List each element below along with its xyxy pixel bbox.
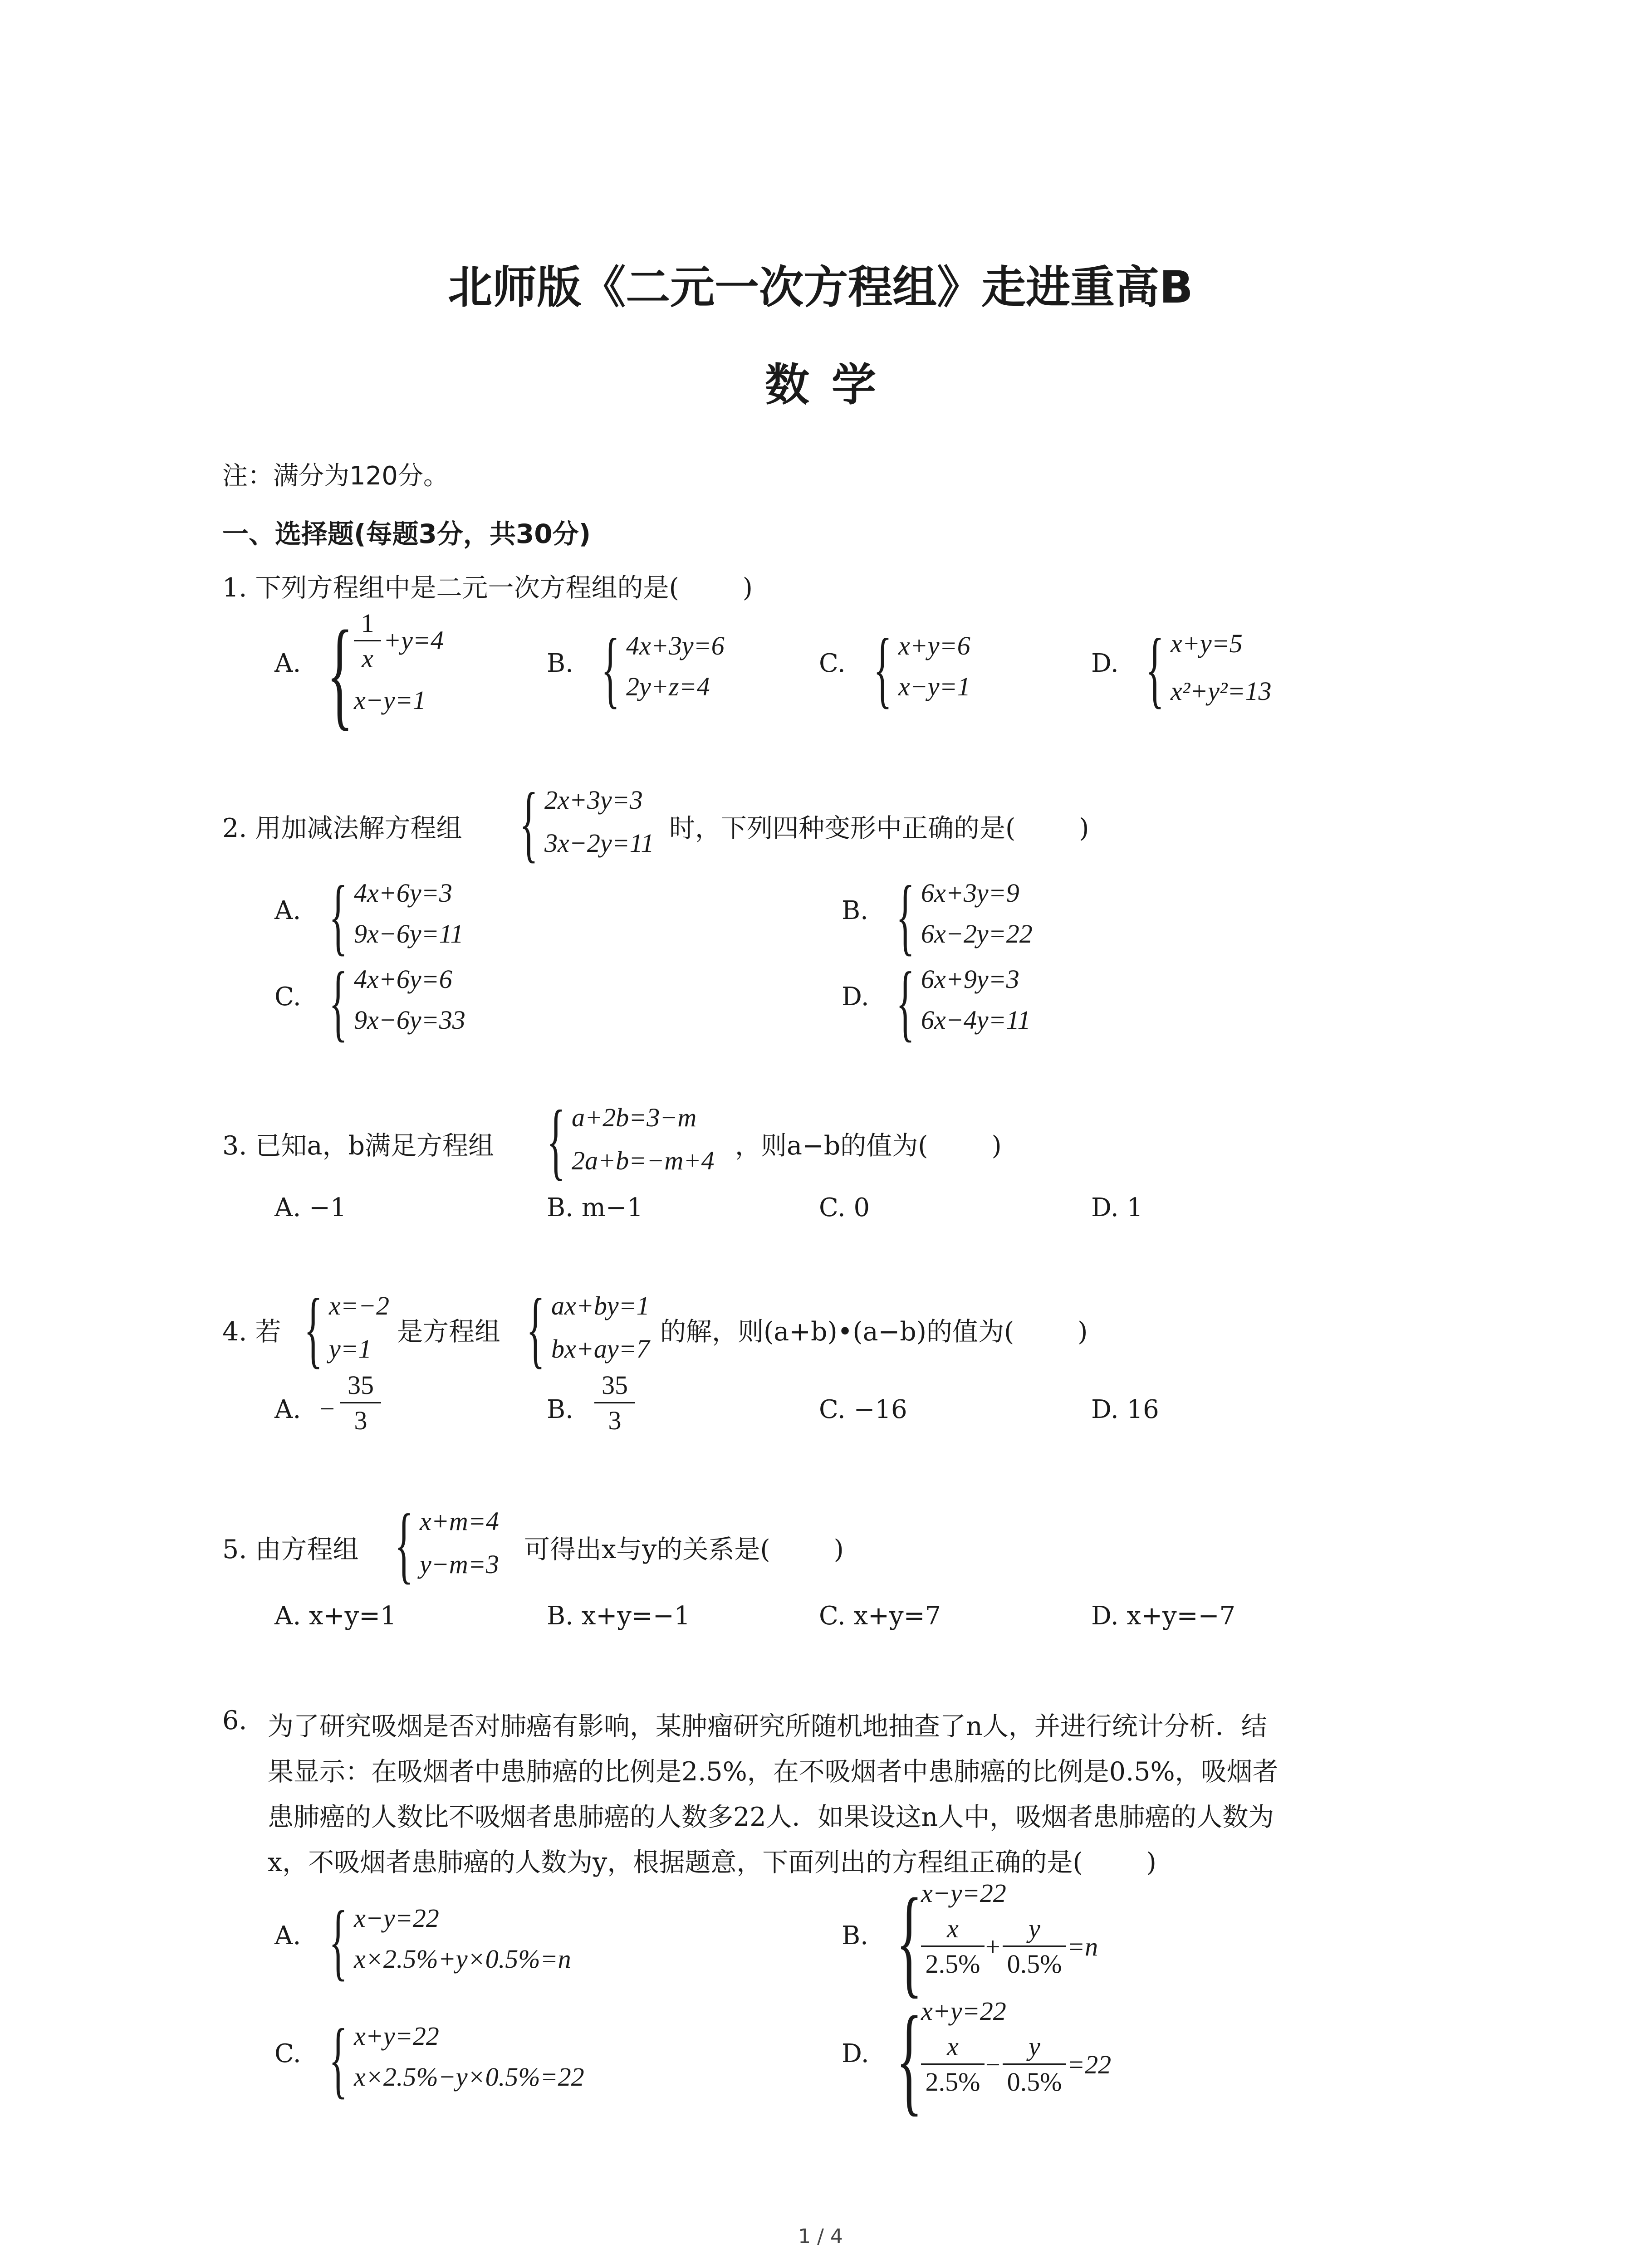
- option-a-fraction: 1 x: [354, 608, 381, 674]
- option-a-eq2: x−y=1: [354, 685, 426, 715]
- option-b-label: B.: [547, 1395, 573, 1424]
- option-b-label: B.: [842, 896, 868, 925]
- brace-icon: {: [896, 1991, 923, 2127]
- option-b-eq1: 4x+3y=6: [626, 631, 725, 660]
- option-a-eq1-rest: +y=4: [383, 626, 444, 655]
- section-heading: 一、选择题(每题3分，共30分): [222, 518, 591, 549]
- option-c: C. −16: [819, 1395, 907, 1424]
- brace-icon: {: [519, 776, 539, 871]
- q4-solution-x: x=−2: [329, 1291, 390, 1320]
- page-number: 1 / 4: [798, 2225, 843, 2248]
- brace-icon: {: [601, 621, 620, 717]
- option-d: D. 1: [1091, 1193, 1143, 1222]
- option-c-eq2: x×2.5%−y×0.5%=22: [354, 2062, 584, 2092]
- brace-icon: {: [395, 1497, 414, 1592]
- option-a-sign: −: [320, 1394, 335, 1423]
- option-c-eq1: x+y=6: [898, 631, 970, 660]
- option-d: D. x+y=−7: [1091, 1601, 1236, 1631]
- brace-icon: {: [329, 955, 348, 1050]
- brace-icon: {: [896, 869, 915, 964]
- option-b-eq1: 6x+3y=9: [921, 878, 1019, 908]
- brace-icon: {: [547, 1093, 566, 1188]
- question-4-stem-c: 的解，则(a+b)•(a−b)的值为( ): [660, 1317, 1088, 1347]
- option-a: A. x+y=1: [274, 1601, 397, 1631]
- q4-solution-y: y=1: [329, 1334, 372, 1364]
- brace-icon: {: [329, 1894, 348, 1989]
- option-d-fraction-2: y 0.5%: [1003, 2031, 1066, 2097]
- option-c-eq1: 4x+6y=6: [354, 964, 452, 994]
- option-b-eq2: 6x−2y=22: [921, 919, 1033, 948]
- question-5-stem-a: 5. 由方程组: [222, 1535, 359, 1564]
- option-c: C. x+y=7: [819, 1601, 941, 1631]
- question-6-num: 6.: [222, 1706, 247, 1735]
- question-2-stem-a: 2. 用加减法解方程组: [222, 813, 462, 843]
- option-d-label: D.: [842, 2039, 869, 2068]
- option-b: B. x+y=−1: [547, 1601, 691, 1631]
- option-c-eq2: 9x−6y=33: [354, 1005, 465, 1035]
- question-3-stem-a: 3. 已知a，b满足方程组: [222, 1131, 494, 1161]
- q5-system-eq2: y−m=3: [420, 1549, 499, 1579]
- q4-system-eq2: bx+ay=7: [551, 1334, 650, 1364]
- option-a-label: A.: [274, 649, 301, 678]
- option-d-eq2: x²+y²=13: [1171, 676, 1272, 706]
- question-5-stem-b: 可得出x与y的关系是( ): [524, 1535, 844, 1564]
- option-b-eq1: x−y=22: [921, 1878, 1006, 1908]
- question-4-stem-b: 是方程组: [397, 1317, 500, 1347]
- question-6-line-2: 果显示：在吸烟者中患肺癌的比例是2.5%，在不吸烟者中患肺癌的比例是0.5%，吸烟者: [268, 1757, 1279, 1787]
- option-d-rhs: =22: [1067, 2050, 1112, 2079]
- question-4-stem-a: 4. 若: [222, 1317, 281, 1347]
- option-d-label: D.: [842, 982, 869, 1012]
- option-d: D. 16: [1091, 1395, 1159, 1424]
- question-6-line-4: x，不吸烟者患肺癌的人数为y，根据题意，下面列出的方程组正确的是( ): [268, 1848, 1156, 1877]
- score-note: 注：满分为120分。: [222, 461, 449, 491]
- option-a-label: A.: [274, 1921, 301, 1950]
- option-a-label: A.: [274, 1395, 301, 1424]
- option-a-label: A.: [274, 896, 301, 925]
- brace-icon: {: [329, 2012, 348, 2107]
- option-b-label: B.: [547, 649, 573, 678]
- option-c-eq1: x+y=22: [354, 2021, 439, 2051]
- option-b-operator: +: [985, 1932, 1000, 1961]
- question-6-line-1: 为了研究吸烟是否对肺癌有影响，某肿瘤研究所随机地抽查了n人，并进行统计分析．结: [268, 1711, 1267, 1741]
- option-a-eq1: x−y=22: [354, 1903, 439, 1933]
- option-a: A. −1: [274, 1193, 347, 1222]
- option-d-eq1: x+y=5: [1171, 629, 1243, 658]
- brace-icon: {: [896, 1873, 923, 2009]
- option-c-label: C.: [819, 649, 846, 678]
- option-b-fraction-1: x 2.5%: [921, 1913, 985, 1979]
- option-d-eq2: 6x−4y=11: [921, 1005, 1031, 1035]
- q3-system-eq2: 2a+b=−m+4: [572, 1146, 715, 1175]
- q2-system-eq2: 3x−2y=11: [544, 828, 654, 858]
- brace-icon: {: [896, 955, 915, 1050]
- q3-system-eq1: a+2b=3−m: [572, 1103, 697, 1132]
- option-b-fraction-2: y 0.5%: [1003, 1913, 1066, 1979]
- q2-system-eq1: 2x+3y=3: [544, 785, 643, 815]
- question-2-stem-b: 时，下列四种变形中正确的是( ): [669, 813, 1089, 843]
- option-c-label: C.: [274, 2039, 301, 2068]
- q4-system-eq1: ax+by=1: [551, 1291, 650, 1320]
- option-a-eq1: 4x+6y=3: [354, 878, 452, 908]
- option-a-eq2: x×2.5%+y×0.5%=n: [354, 1944, 571, 1974]
- question-3-stem-b: ，则a−b的值为( ): [735, 1131, 1002, 1161]
- brace-icon: {: [329, 869, 348, 964]
- page-title: 北师版《二元一次方程组》走进重高B: [448, 262, 1193, 313]
- option-a-eq2: 9x−6y=11: [354, 919, 464, 948]
- option-d-label: D.: [1091, 649, 1119, 678]
- option-a-fraction: 35 3: [340, 1370, 381, 1436]
- option-c: C. 0: [819, 1193, 870, 1222]
- question-6-line-3: 患肺癌的人数比不吸烟者患肺癌的人数多22人．如果设这n人中，吸烟者患肺癌的人数为: [268, 1802, 1274, 1832]
- q5-system-eq1: x+m=4: [420, 1506, 499, 1536]
- brace-icon: {: [327, 606, 353, 741]
- option-d-fraction-1: x 2.5%: [921, 2031, 985, 2097]
- option-b-label: B.: [842, 1921, 868, 1950]
- option-c-eq2: x−y=1: [898, 672, 970, 701]
- brace-icon: {: [1146, 621, 1165, 717]
- question-1-stem: 1. 下列方程组中是二元一次方程组的是( ): [222, 573, 753, 603]
- brace-icon: {: [873, 621, 892, 717]
- option-b: B. m−1: [547, 1193, 643, 1222]
- brace-icon: {: [304, 1281, 323, 1377]
- page-subtitle: 数学: [764, 359, 898, 411]
- option-d-eq1: 6x+9y=3: [921, 964, 1019, 994]
- option-b-fraction: 35 3: [594, 1370, 635, 1436]
- option-b-rhs: =n: [1067, 1932, 1098, 1961]
- option-b-eq2: 2y+z=4: [626, 672, 710, 701]
- brace-icon: {: [526, 1281, 545, 1377]
- option-c-label: C.: [274, 982, 301, 1012]
- option-d-operator: −: [985, 2050, 1000, 2079]
- option-d-eq1: x+y=22: [921, 1996, 1006, 2026]
